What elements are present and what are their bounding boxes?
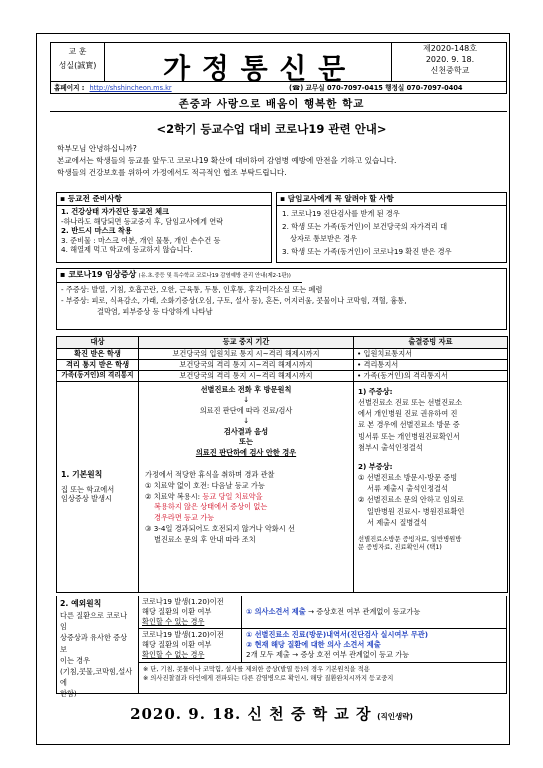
basic-desc: 집 또는 학교에서 [61, 484, 115, 494]
exception-notes [139, 663, 507, 685]
teacher-item: 상자로 통보받은 경우 [290, 234, 358, 244]
down-arrow-icon: ↓ [242, 416, 250, 426]
exception-section [56, 596, 507, 699]
row-target: 격리 통지 받은 학생 [57, 360, 139, 371]
exception-desc-line: (기침,콧물,코막힘,설사에 [60, 666, 133, 688]
school-name: 신천중학교 [430, 65, 470, 75]
care-item-cont: 경우라면 등교 가능 [154, 513, 215, 523]
header [50, 42, 507, 94]
contact-line [51, 81, 506, 93]
homepage-label: 홈페이지 : [54, 84, 85, 92]
doc-info [391, 43, 508, 81]
exception-desc-line: 상증상과 유사한 증상 보 [60, 633, 128, 654]
table-row [57, 371, 508, 382]
teacher-item: 2. 학생 또는 가족(동거인)이 보건당국의 자가격리 대 [282, 221, 448, 231]
teacher-box [276, 192, 507, 263]
proof-line: 료 본 경우에 선별진료소 방문 증 [358, 420, 460, 430]
prep-item: 1. 건강상태 자가진단 등교전 체크 [61, 207, 170, 217]
homepage-link[interactable]: http://shshincheon.ms.kr [89, 84, 172, 92]
signature-text: 2020. 9. 18. 신 천 중 학 교 장 [130, 705, 372, 723]
exception-result-1: ① 의사소견서 제출 → 증상호전 여부 관계없이 등교가능 [242, 596, 507, 629]
symptoms-heading: ▪ 코로나19 임상증상 [60, 270, 137, 279]
sub-symptoms-label: - 부증상: [61, 295, 90, 305]
slogan-divider [50, 111, 507, 112]
exception-case-2: 코로나19 발생(1.20)이전 해당 질환의 이환 여부 확인할 수 없는 경우 [139, 629, 242, 663]
row-period: 보건당국의 격리 통지 시~격리 해제시까지 [139, 371, 354, 382]
note-line: ※ 의사진찰결과 타인에게 전파되는 다른 감염병으로 확인시, 해당 질환완치시까지 등교중지 [143, 675, 394, 683]
proof-main-title: 1) 주증상: [358, 387, 393, 396]
proof-line: 서류 제출시 출석인정결석 [367, 484, 448, 494]
symptoms-source: (유.초.중등 및 특수학교 코로나19 감염예방 관리 안내(제2-1판)) [138, 273, 291, 279]
exception-case-1: 코로나19 발생(1.20)이전 해당 질환의 이환 여부 확인할 수 있는 경우 [139, 596, 242, 629]
proof-sub-title: 2) 부증상: [358, 461, 393, 471]
sub-symptoms-cont: 결막염, 피부증상 등 다양하게 나타남 [97, 306, 213, 316]
row-proof: • 가족(동거인)의 격리통지서 [354, 371, 508, 382]
exception-desc [57, 596, 139, 699]
row-target: 가족(동거인)의 격리통지 [57, 371, 139, 382]
exception-result-2: ① 선별진료소 진료(방문)내역서(진단검사 실시여부 무관) ② 현재 해당 질환에 대한 의사 소견서 제출 2개 모두 제출 → 증상 호전 여부 관계없이 등교 가능 [242, 629, 507, 663]
prep-item: -하나라도 해당되면 등교중지 후, 담임교사에게 연락 [61, 216, 224, 226]
teacher-heading: ▪ 담임교사에게 꼭 알려야 할 사항 [277, 193, 506, 206]
flow-step: 선별진료소 전화 후 방문원칙 [200, 385, 292, 394]
care-item-cont: 별진료소 문의 후 안내 따라 조치 [154, 534, 256, 544]
doc-date: 2020. 9. 18. [425, 54, 475, 64]
proof-line: 서 제출시 질병결석 [367, 517, 428, 527]
row-proof: • 격리통지서 [354, 360, 508, 371]
intro-line: 본교에서는 학생들의 등교를 앞두고 코로나19 확산에 대비하여 감염병 예방에 만전을 기하고 있습니다. [57, 155, 397, 165]
exception-desc-line: 이는 경우 [60, 655, 91, 665]
proof-line: 첨부시 출석인정결석 [358, 442, 423, 452]
motto-label: 교 훈 [68, 47, 87, 56]
flow-step: 또는 [239, 437, 253, 447]
proof-note: 선별진료소방문 증빙자료, 일반병원방 [358, 535, 462, 543]
proof-line: 일반병원 진료시- 병원진료확인 [367, 506, 465, 516]
row-period: 보건당국의 격리 통지 시~격리 해제시까지 [139, 360, 354, 371]
flow-step: 의료진 판단하에 검사 안한 경우 [195, 447, 297, 457]
symptoms-box [56, 268, 507, 330]
signature [0, 703, 543, 724]
proof-note: 문 증빙자료, 진료확인서 (택1) [358, 544, 442, 552]
main-symptoms-label: - 주증상: [61, 284, 90, 294]
proof-line: ① 선별진료소 방문시-방문 증빙 [358, 473, 458, 483]
basic-principle-row [57, 382, 508, 593]
row-proof: • 입원치료통지서 [354, 349, 508, 360]
flow-step: 의료진 판단에 따라 진료/검사 [199, 405, 293, 415]
row-period: 보건당국의 입원치료 통지 시~격리 해제시까지 [139, 349, 354, 360]
basic-label: 1. 기본원칙 [61, 470, 103, 480]
exception-desc-line: 다른 질환으로 코로나 임 [60, 611, 128, 632]
slogan: 존중과 사랑으로 배움이 행복한 학교 [178, 98, 365, 110]
basic-desc: 임상증상 발생시 [61, 494, 112, 504]
care-item: ① 치료약 없이 호전: 다음날 등교 가능 [145, 480, 265, 490]
motto: 성실(誠實) [58, 60, 97, 70]
table-row [57, 349, 508, 360]
note-line: ※ 단, 기침, 콧물이나 코막힘, 설사를 제외한 증상(발열 등)의 경우 기본원칙을 적용 [143, 666, 370, 673]
motto-box [51, 43, 105, 81]
prep-item: 3. 준비물 : 마스크 여분, 개인 물통, 개인 손수건 등 [61, 235, 221, 245]
notice-title: <2학기 등교수업 대비 코로나19 관련 안내> [156, 122, 387, 136]
flow-step: 검사결과 음성 [223, 426, 269, 436]
prep-item: 4. 해열제 먹고 학교에 등교하지 않습니다. [61, 245, 193, 255]
proof-line: 선별진료소 진료 또는 선별진료소 [358, 398, 463, 408]
attendance-table [56, 336, 508, 593]
exception-desc-line: 한함) [60, 689, 77, 699]
prep-heading: ▪ 등교전 준비사항 [57, 193, 271, 206]
care-item-cont: 복용하지 않은 상태에서 증상이 없는 [154, 502, 268, 512]
care-item: ③ 3-4일 경과되어도 호전되지 않거나 악화시 선 [145, 524, 295, 534]
proof-line: 에서 개인병원 진료 권유하여 진 [358, 409, 458, 419]
teacher-item: 3. 학생 또는 가족(동거인)이 코로나19 확진 받은 경우 [282, 246, 452, 256]
prep-box [56, 192, 272, 263]
col-header-proof: 출결증빙 자료 [354, 337, 508, 349]
intro-greeting: 학부모님 안녕하십니까? [57, 144, 137, 153]
proof-line: 빙서류 또는 개인병원진료확인서 [358, 431, 460, 441]
sub-symptoms: 피로, 식욕감소, 가래, 소화기증상(오심, 구토, 설사 등), 혼돈, 어지러움, 콧물이나 코막힘, 객혈, 흉통, [91, 295, 407, 305]
prep-item: 2. 반드시 마스크 착용 [61, 226, 132, 236]
doc-number: 제2020-148호 [423, 44, 477, 53]
col-header-period: 등교 중지 기간 [139, 337, 354, 349]
teacher-item: 1. 코로나19 진단검사를 받게 된 경우 [282, 209, 400, 219]
down-arrow-icon: ↓ [242, 395, 250, 405]
intro [57, 143, 507, 178]
page-title: 가 정 통 신 문 [163, 52, 347, 85]
main-symptoms: 발열, 기침, 호흡곤란, 오한, 근육통, 두통, 인후통, 후각미각소실 또는 폐렴 [91, 284, 323, 294]
row-target: 확진 받은 학생 [57, 349, 139, 360]
col-header-target: 대상 [57, 337, 139, 349]
contact-info: (☎) 교무실 070-7097-0415 행정실 070-7097-0404 [289, 84, 463, 92]
care-item: ② 치료약 복용시: 등교 당일 치료약을 [145, 491, 263, 501]
table-row [57, 360, 508, 371]
intro-line: 학생들의 건강보호를 위하여 가정에서도 적극적인 협조 부탁드립니다. [57, 167, 287, 177]
seal-note: (직인생략) [377, 712, 413, 721]
care-intro: 가정에서 적당한 휴식을 취하며 경과 관찰 [145, 470, 275, 480]
exception-label: 2. 예외원칙 [60, 599, 102, 608]
proof-line: ② 선별진료소 문의 안하고 임의로 [358, 495, 464, 505]
